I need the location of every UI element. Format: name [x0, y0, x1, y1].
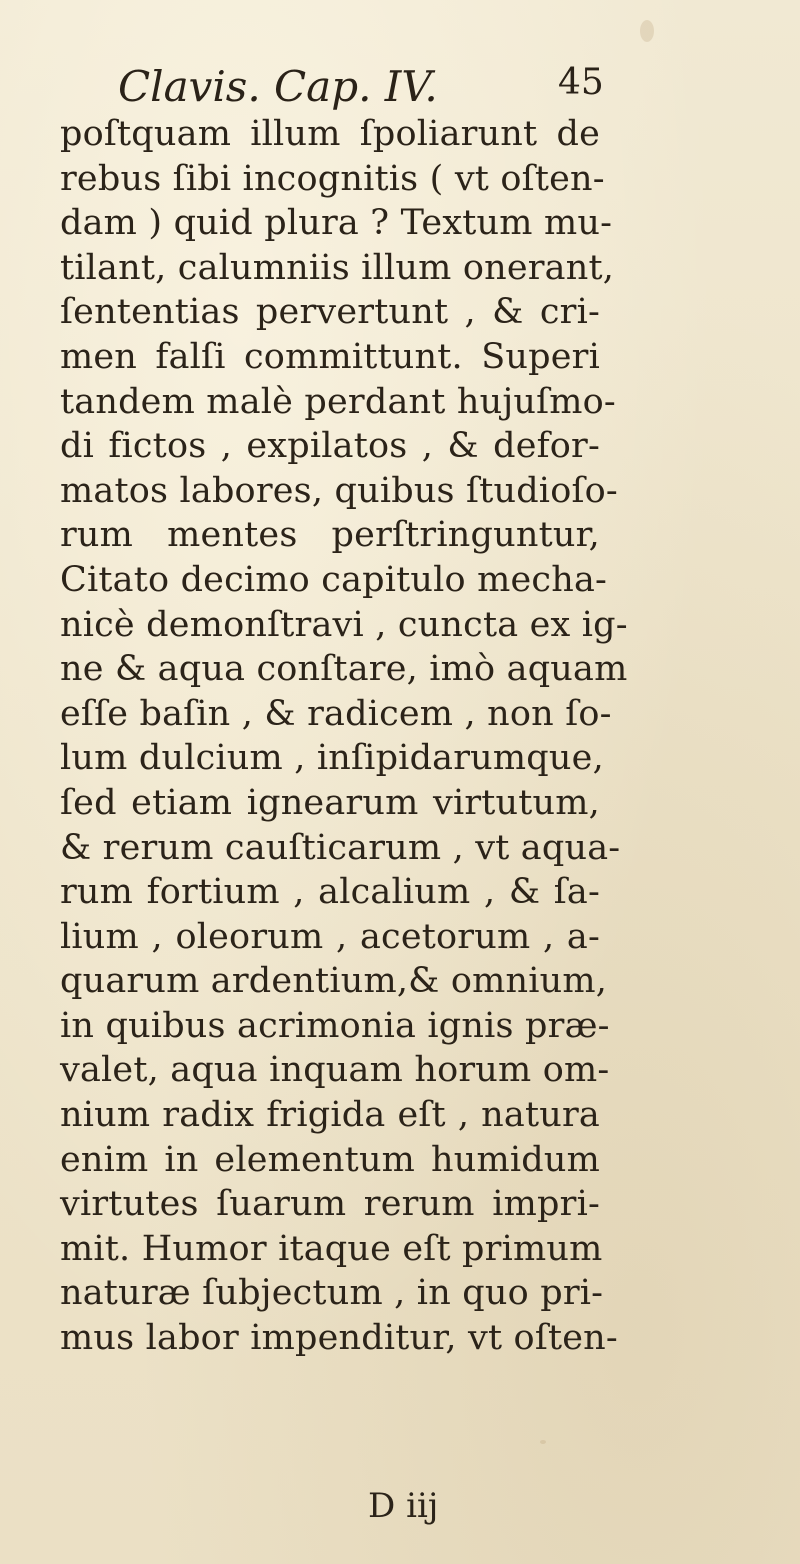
- paper-stain: [540, 1440, 546, 1444]
- page-number: 45: [558, 62, 604, 103]
- text-line: rum fortium , alcalium , & ſa-: [60, 872, 600, 913]
- body-text: [60, 112, 628, 1361]
- text-line: Citato decimo capitulo mecha-: [60, 559, 608, 600]
- text-line: nium radix frigida eſt , natura: [60, 1095, 600, 1136]
- text-line: ſed etiam ignearum virtutum,: [60, 782, 600, 823]
- text-line: in quibus acrimonia ignis præ-: [60, 1005, 610, 1046]
- text-line: dam ) quid plura ? Textum mu-: [60, 203, 613, 244]
- text-line: matos labores, quibus ſtudioſo-: [60, 470, 618, 511]
- text-line: quarum ardentium,& omnium,: [60, 961, 608, 1002]
- text-line: di fictos , expilatos , & defor-: [60, 426, 600, 467]
- text-line: mit. Humor itaque eſt primum: [60, 1228, 603, 1269]
- signature-mark: D iij: [368, 1486, 439, 1526]
- text-line: ne & aqua conſtare, imò aquam: [60, 649, 628, 690]
- text-line: & rerum cauſticarum , vt aqua-: [60, 827, 621, 868]
- text-line: lium , oleorum , acetorum , a-: [60, 916, 600, 957]
- running-head: [118, 62, 618, 118]
- text-line: enim in elementum humidum: [60, 1139, 600, 1180]
- text-line: eſſe baſin , & radicem , non ſo-: [60, 693, 612, 734]
- text-line: rebus ſibi incognitis ( vt oſten-: [60, 158, 605, 199]
- text-line: tandem malè perdant hujuſmo-: [60, 381, 616, 422]
- text-line: valet, aqua inquam horum om-: [60, 1050, 610, 1091]
- text-line: nicè demonſtravi , cuncta ex ig-: [60, 604, 628, 645]
- running-head-title: Clavis. Cap. IV.: [118, 62, 438, 111]
- text-line: tilant, calumniis illum onerant,: [60, 247, 615, 288]
- text-line: lum dulcium , inſipidarumque,: [60, 738, 604, 779]
- text-line: men falſi committunt. Superi: [60, 336, 600, 377]
- text-line: rum mentes perſtringuntur,: [60, 515, 600, 556]
- text-line: poſtquam illum ſpoliarunt de: [60, 114, 600, 154]
- text-line: ſententias pervertunt , & cri-: [60, 292, 600, 333]
- text-line: naturæ ſubjectum , in quo pri-: [60, 1273, 604, 1314]
- text-line: mus labor impenditur, vt oſten-: [60, 1318, 618, 1359]
- paper-stain: [640, 20, 654, 42]
- text-line: virtutes ſuarum rerum impri-: [60, 1184, 600, 1225]
